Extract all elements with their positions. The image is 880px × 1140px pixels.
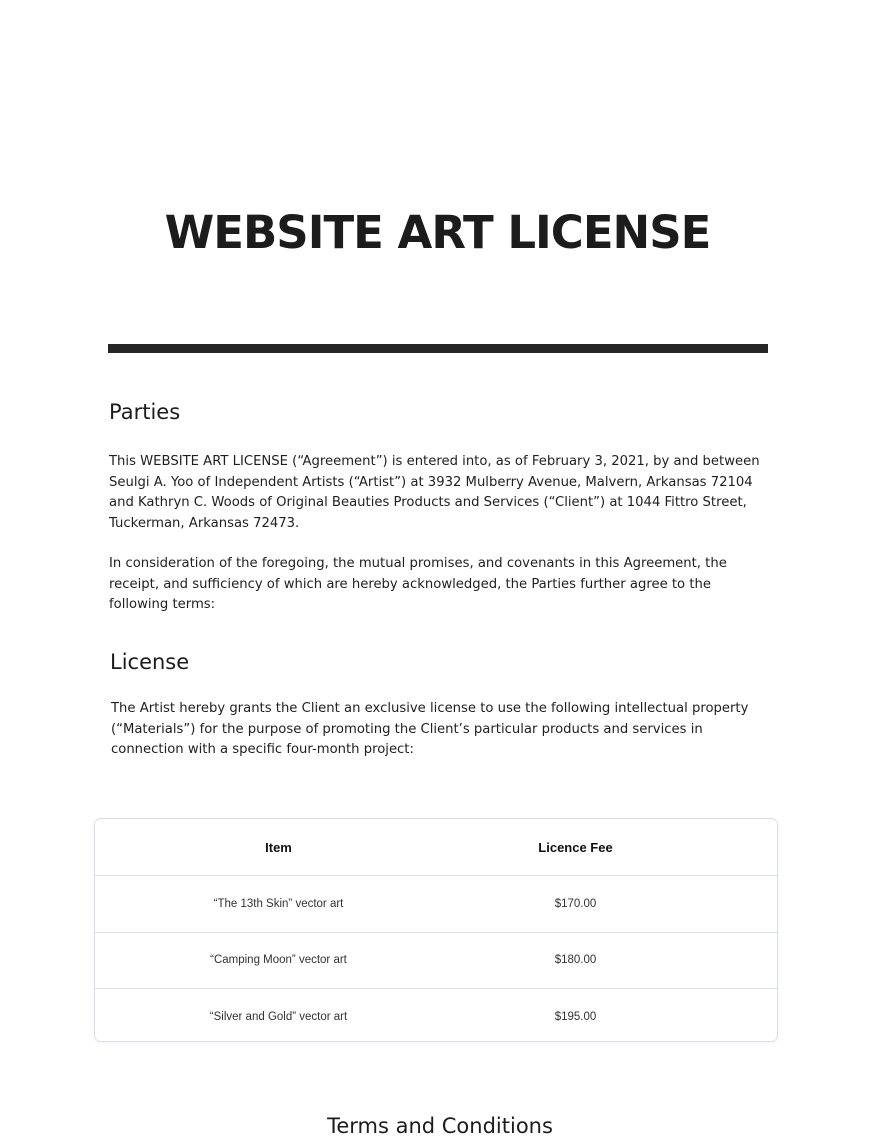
table-row (95, 932, 777, 989)
item-cell: “The 13th Skin” vector art (213, 897, 344, 910)
item-cell: “Camping Moon” vector art (210, 954, 347, 967)
document-title: WEBSITE ART LICENSE (164, 206, 711, 259)
parties-paragraph-1: This WEBSITE ART LICENSE (“Agreement”) is entered into, as of February 3, 2021, by and between Seulgi A. Yoo of Independent Artists (“Artist”) at 3932 Mulberry Avenue, Malvern, Arkansas 72104 and Kathryn C. Woods of Original Beauties Products and Services (“Client”) at 1044 Fittro Street, Tuckerman, Arkansas 72473. (109, 454, 760, 531)
license-fee-table (94, 818, 778, 1042)
license-paragraph: The Artist hereby grants the Client an exclusive license to use the following intellectual property (“Materials”) for the purpose of promoting the Client’s particular products and services in connection with a specific four-month project: (111, 701, 749, 758)
parties-paragraph-2: In consideration of the foregoing, the mutual promises, and covenants in this Agreement, the receipt, and sufficiency of which are hereby acknowledged, the Parties further agree to the following terms: (109, 556, 727, 613)
license-heading: License (110, 650, 190, 674)
item-cell: “Silver and Gold” vector art (209, 1010, 348, 1023)
fee-cell: $170.00 (554, 897, 597, 910)
fee-cell: $180.00 (554, 954, 597, 967)
title-divider (108, 344, 768, 353)
table-header-row (95, 819, 777, 875)
column-header-item: Item (265, 839, 292, 855)
parties-heading: Parties (109, 400, 181, 424)
table-row (95, 875, 777, 932)
terms-heading: Terms and Conditions (327, 1114, 553, 1138)
column-header-licence-fee: Licence Fee (538, 839, 613, 855)
table-row (95, 988, 777, 1042)
fee-cell: $195.00 (554, 1010, 597, 1023)
